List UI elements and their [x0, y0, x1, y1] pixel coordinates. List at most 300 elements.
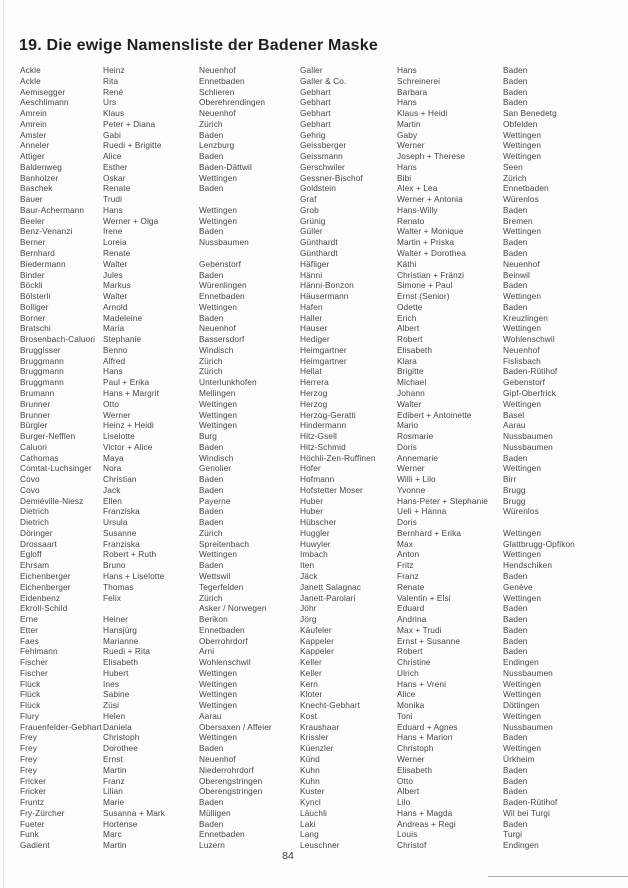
left-first-name: Hans [103, 204, 123, 215]
left-surname: Bernhard [20, 248, 55, 259]
right-surname: Jäck [300, 570, 318, 581]
right-place: Wettingen [503, 689, 542, 700]
left-surname: Döringer [20, 527, 53, 538]
left-surname: Bauer [20, 194, 43, 205]
list-row [20, 108, 622, 119]
list-row [20, 356, 622, 367]
left-place: Wettswil [199, 570, 231, 581]
left-first-name: Marianne [103, 635, 139, 646]
right-surname: Huber [300, 495, 324, 506]
left-place: Oberengstringen [199, 786, 263, 797]
right-first-name: Doris [397, 441, 417, 452]
left-place: Baden [199, 129, 224, 140]
right-first-name: Klaus + Heidi [397, 108, 448, 119]
left-first-name: Renate [103, 183, 131, 194]
left-first-name: Felix [103, 592, 122, 603]
right-first-name: Odette [397, 301, 423, 312]
right-first-name: Yvonne [397, 484, 426, 495]
list-row [20, 270, 622, 281]
left-first-name: Dorothee [103, 743, 138, 754]
right-first-name: Eduard [397, 603, 425, 614]
left-surname: Baschek [20, 183, 53, 194]
left-first-name: Arnold [103, 301, 128, 312]
right-surname: Hänni-Bonzon [300, 280, 354, 291]
list-row [20, 216, 622, 227]
right-place: Baden [503, 786, 528, 797]
left-place: Wettingen [199, 301, 238, 312]
right-surname: Hediger [300, 334, 330, 345]
left-place: Ennetbaden [199, 624, 245, 635]
left-place: Baden [199, 506, 224, 517]
left-surname: Etter [20, 624, 39, 635]
left-place: Zürich [199, 355, 223, 366]
left-surname: Ehrsam [20, 560, 50, 571]
left-first-name: Benno [103, 344, 128, 355]
left-first-name: Heinz + Heidi [103, 420, 154, 431]
list-row [20, 539, 622, 550]
left-place: Oberehrendingen [199, 97, 266, 108]
list-row [20, 625, 622, 636]
right-surname: Herzog [300, 398, 328, 409]
left-surname: Biedermann [20, 258, 66, 269]
left-first-name: Walter [103, 258, 128, 269]
left-surname: Aemisegger [20, 86, 66, 97]
right-first-name: Renate [397, 581, 425, 592]
right-place: Baden [503, 97, 528, 108]
right-surname: Grünig [300, 215, 326, 226]
left-first-name: Rita [103, 75, 119, 86]
left-first-name: Hubert [103, 667, 129, 678]
left-place: Ennetbaden [199, 829, 245, 840]
right-surname: Hänni [300, 269, 323, 280]
right-first-name: Erich [397, 312, 417, 323]
left-place: Zürich [199, 118, 223, 129]
right-place: Neuenhof [503, 344, 540, 355]
right-first-name: Simone + Paul [397, 280, 453, 291]
right-surname: Gebhart [300, 86, 331, 97]
right-first-name: Max + Trudi [397, 624, 442, 635]
right-place: Beinwil [503, 269, 530, 280]
left-first-name: Heinz [103, 65, 125, 75]
right-place: Gebenstorf [503, 377, 546, 388]
left-surname: Brosenbach-Caluori [20, 334, 96, 345]
right-place: Wettingen [503, 592, 542, 603]
left-surname: Berner [20, 237, 46, 248]
left-place: Wettingen [199, 215, 238, 226]
list-row [20, 87, 622, 98]
right-first-name: Christof [397, 840, 427, 851]
left-first-name: Werner + Olga [103, 215, 159, 226]
left-surname: Böckli [20, 280, 43, 291]
right-surname: Häfliger [300, 258, 330, 269]
right-first-name: Willi + Lilo [397, 474, 436, 485]
right-first-name: Hans [397, 161, 417, 172]
left-first-name: Irene [103, 226, 123, 237]
left-place: Nussbaumen [199, 237, 249, 248]
left-place: Baden [199, 312, 224, 323]
left-surname: Binder [20, 269, 45, 280]
list-row [20, 517, 622, 528]
left-first-name: Lilian [103, 786, 123, 797]
left-place: Baden [199, 474, 224, 485]
left-surname: Fruntz [20, 797, 45, 808]
left-place: Zürich [199, 366, 223, 377]
left-first-name: Alice [103, 151, 122, 162]
right-place: Baden [503, 86, 528, 97]
left-first-name: Heiner [103, 614, 129, 625]
right-surname: Jöhr [300, 603, 317, 614]
left-place: Bassersdorf [199, 334, 245, 345]
right-first-name: Martin [397, 118, 421, 129]
left-first-name: Thomas [103, 581, 134, 592]
left-surname: Dietrich [20, 506, 49, 517]
right-first-name: Werner + Antonia [397, 194, 463, 205]
left-first-name: Maya [103, 452, 124, 463]
right-surname: Kern [300, 678, 318, 689]
left-surname: Fischer [20, 667, 48, 678]
right-place: Baden [503, 646, 528, 657]
list-row [20, 528, 622, 539]
list-row [20, 183, 622, 194]
right-first-name: Werner [397, 754, 425, 764]
right-place: Baden [503, 301, 528, 312]
left-first-name [103, 603, 199, 614]
list-row [20, 614, 622, 625]
list-row [20, 668, 622, 679]
right-place: Bremen [503, 215, 533, 226]
right-first-name: Eduard + Agnes [397, 721, 458, 732]
left-surname: Demiéville-Niesz [20, 495, 84, 506]
list-row [20, 603, 622, 614]
list-row [20, 786, 622, 797]
left-first-name: Ruedi + Brigitte [103, 140, 162, 151]
left-place: Windisch [199, 452, 234, 463]
right-first-name: Hans + Marion [397, 732, 453, 743]
right-surname: Güller [300, 226, 323, 237]
left-surname: Amsler [20, 129, 47, 140]
right-first-name: Franz [397, 570, 419, 581]
left-place: Wettingen [199, 398, 238, 409]
right-place: Baden [503, 603, 528, 614]
right-first-name: Brigitte [397, 366, 424, 377]
left-place: Tegerfelden [199, 581, 244, 592]
right-place: Wettingen [503, 140, 542, 151]
left-surname: Comtat-Luchsinger [20, 463, 92, 474]
list-row [20, 722, 622, 733]
right-surname: Gessner-Bischof [300, 172, 363, 183]
left-first-name: Ursula [103, 517, 128, 528]
right-surname: Heimgartner [300, 344, 347, 355]
right-place: Wettingen [503, 710, 542, 721]
list-row [20, 754, 622, 765]
left-place: Payerne [199, 495, 231, 506]
left-surname: Bruggmann [20, 377, 64, 388]
right-first-name: Johann [397, 387, 425, 398]
left-surname: Erne [20, 614, 38, 625]
scan-artifact-line [488, 876, 628, 877]
left-first-name: Franziska [103, 538, 140, 549]
right-surname: Janett Salagnac [300, 581, 362, 592]
left-first-name: Martin [103, 840, 127, 851]
right-first-name: Hans [397, 97, 417, 108]
left-surname: Ekroll-Schild [20, 603, 68, 614]
list-row [20, 732, 622, 743]
left-first-name: Susanne [103, 527, 137, 538]
right-first-name: Michael [397, 377, 427, 388]
right-place: Baden [503, 570, 528, 581]
left-first-name: Ines [103, 678, 120, 689]
left-place: Wettingen [199, 678, 238, 689]
right-first-name: Werner [397, 463, 425, 474]
right-surname: Herrera [300, 377, 329, 388]
left-surname: Fricker [20, 775, 47, 786]
left-place: Asker / Norwegen [199, 603, 267, 614]
left-first-name: Ruedi + Rita [103, 646, 151, 657]
right-place: Baden [503, 732, 528, 743]
right-surname: Keller [300, 657, 322, 668]
left-place: Ennetbaden [199, 291, 245, 302]
left-place: Schlieren [199, 86, 235, 97]
left-first-name: Werner [103, 409, 131, 420]
list-row [20, 496, 622, 507]
list-row [20, 453, 622, 464]
list-row [20, 248, 622, 259]
left-place: Oberengstringen [199, 775, 263, 786]
right-place: Baden [503, 248, 528, 259]
right-surname: Hitz-Schmid [300, 441, 346, 452]
left-surname: Baldenweg [20, 161, 62, 172]
left-first-name: René [103, 86, 124, 97]
right-surname: Gebhart [300, 97, 331, 108]
right-surname: Graf [300, 194, 317, 205]
left-surname: Flück [20, 700, 41, 711]
left-first-name: Hans + Liselotte [103, 570, 165, 581]
left-first-name: Peter + Diana [103, 118, 156, 129]
right-first-name: Andrina [397, 614, 427, 625]
right-first-name: Ernst + Susanne [397, 635, 461, 646]
right-first-name: Doris [397, 517, 417, 528]
list-row [20, 388, 622, 399]
left-first-name: Bruno [103, 560, 126, 571]
right-place: Wettingen [503, 398, 542, 409]
left-first-name: Gabi [103, 129, 121, 140]
left-first-name: Robert + Ruth [103, 549, 157, 560]
right-first-name: Toni [397, 710, 413, 721]
scan-artifact-edge [3, 0, 4, 888]
left-place: Unterlunkhofen [199, 377, 257, 388]
left-first-name: Hans [103, 366, 123, 377]
list-row [20, 226, 622, 237]
left-place: Neuenhof [199, 754, 236, 764]
right-first-name: Walter [397, 398, 422, 409]
left-surname: Fry-Zürcher [20, 807, 65, 818]
right-first-name: Ueli + Hanna [397, 506, 447, 517]
right-surname: Kappeler [300, 635, 335, 646]
right-surname: Kuhn [300, 775, 320, 786]
right-place: Wettingen [503, 291, 542, 302]
right-first-name: Valentin + Elsi [397, 592, 451, 603]
list-row [20, 485, 622, 496]
list-row [20, 636, 622, 647]
right-first-name: Werner [397, 140, 425, 151]
list-row [20, 463, 622, 474]
right-first-name: Elisabeth [397, 764, 433, 775]
left-surname: Frey [20, 754, 37, 764]
right-place: Baden [503, 635, 528, 646]
right-place: Brugg [503, 484, 526, 495]
right-place: Nussbaumen [503, 667, 553, 678]
right-first-name: Walter + Monique [397, 226, 464, 237]
right-place: Glattbrugg-Opfikon [503, 538, 575, 549]
right-place: Baden [503, 818, 528, 829]
list-row [20, 97, 622, 108]
left-first-name: Otto [103, 398, 120, 409]
right-surname: Hofmann [300, 474, 335, 485]
right-place: Baden [503, 280, 528, 291]
list-row [20, 313, 622, 324]
left-first-name: Züsi [103, 700, 120, 711]
list-row [20, 65, 622, 76]
right-first-name: Renato [397, 215, 425, 226]
left-first-name: Jack [103, 484, 121, 495]
left-place: Wettingen [199, 667, 238, 678]
left-first-name: Marc [103, 829, 122, 840]
left-place: Neuenhof [199, 323, 236, 334]
right-surname: Küenzler [300, 743, 334, 754]
right-surname: Kyncl [300, 797, 321, 808]
right-surname: Leuschner [300, 840, 340, 851]
left-first-name: Madeleine [103, 312, 143, 323]
left-place: Baden [199, 226, 224, 237]
right-place: Döttingen [503, 700, 540, 711]
list-row [20, 689, 622, 700]
list-row [20, 571, 622, 582]
left-first-name: Hansjürg [103, 624, 138, 635]
right-place: San Benedetg [503, 108, 557, 119]
right-surname: Huber [300, 506, 324, 517]
left-place: Zürich [199, 592, 223, 603]
left-surname: Bölsterli [20, 291, 51, 302]
left-first-name: Christian [103, 474, 137, 485]
left-place: Baden [199, 151, 224, 162]
right-first-name: Albert [397, 786, 420, 797]
list-row [20, 399, 622, 410]
left-surname: Covo [20, 484, 40, 495]
right-first-name: Hans-Willy [397, 204, 438, 215]
left-place: Obersaxen / Affeier [199, 721, 272, 732]
right-place: Würenlos [503, 506, 539, 517]
right-surname: Huggler [300, 527, 330, 538]
page-number: 84 [282, 850, 294, 862]
list-row [20, 679, 622, 690]
right-place: Birr [503, 474, 517, 485]
right-surname: Galler [300, 65, 323, 75]
left-surname: Frey [20, 764, 37, 775]
left-place: Wettingen [199, 732, 238, 743]
left-first-name: Urs [103, 97, 117, 108]
right-surname: Geissberger [300, 140, 347, 151]
left-place: Aarau [199, 710, 222, 721]
left-surname: Eidenbenz [20, 592, 61, 603]
right-first-name: Max [397, 538, 413, 549]
right-place: Ürkheim [503, 754, 535, 764]
left-first-name: Christoph [103, 732, 140, 743]
right-place: Seen [503, 161, 523, 172]
left-first-name: Hans + Margrit [103, 387, 160, 398]
right-place: Würenlos [503, 194, 539, 205]
left-surname: Aeschlimann [20, 97, 69, 108]
right-place: Baden [503, 775, 528, 786]
right-surname: Galler & Co. [300, 75, 347, 86]
left-place: Niederrohrdorf [199, 764, 254, 775]
right-first-name: Alex + Lea [397, 183, 438, 194]
right-surname: Läuchli [300, 807, 327, 818]
right-place: Baden [503, 65, 528, 75]
right-place: Baden [503, 452, 528, 463]
right-surname: Hofstetter Moser [300, 484, 363, 495]
list-row [20, 765, 622, 776]
left-place: Lenzburg [199, 140, 235, 151]
right-first-name: Albert [397, 323, 420, 334]
left-surname: Eichenberger [20, 581, 71, 592]
right-surname: Herzog [300, 387, 328, 398]
left-surname: Gadient [20, 840, 50, 851]
left-surname: Brunner [20, 409, 51, 420]
right-place: Nussbaumen [503, 431, 553, 442]
list-row [20, 119, 622, 130]
left-surname: Fricker [20, 786, 47, 797]
right-surname: Geissmann [300, 151, 343, 162]
left-surname: Frauenfelder-Gebhart [20, 721, 102, 732]
left-surname: Eichenberger [20, 570, 71, 581]
left-place [199, 248, 300, 259]
left-surname: Amrein [20, 108, 47, 119]
list-row [20, 259, 622, 270]
left-surname: Frey [20, 743, 37, 754]
left-first-name: Jules [103, 269, 123, 280]
left-place: Wettingen [199, 409, 238, 420]
left-first-name: Stephanie [103, 334, 142, 345]
left-place: Gebenstorf [199, 258, 242, 269]
right-first-name: Barbara [397, 86, 428, 97]
list-row [20, 829, 622, 840]
list-row [20, 700, 622, 711]
list-row [20, 323, 622, 334]
left-first-name: Maria [103, 323, 125, 334]
right-surname: Gebhart [300, 118, 331, 129]
right-first-name: Hans + Magda [397, 807, 453, 818]
left-surname: Bruggisser [20, 344, 61, 355]
right-surname: Grob [300, 204, 319, 215]
left-surname: Bratschi [20, 323, 51, 334]
right-first-name: Robert [397, 334, 423, 345]
list-row [20, 474, 622, 485]
left-surname: Brunner [20, 398, 51, 409]
left-first-name: Helen [103, 710, 126, 721]
right-first-name: Ernst (Senior) [397, 291, 450, 302]
left-surname: Amrein [20, 118, 47, 129]
right-first-name: Fritz [397, 560, 414, 571]
right-surname: Lang [300, 829, 319, 840]
left-surname: Baur-Achermann [20, 204, 85, 215]
left-surname: Flück [20, 678, 41, 689]
right-surname: Keller [300, 667, 322, 678]
right-surname: Hitz-Gsell [300, 431, 337, 442]
left-surname: Fischer [20, 657, 48, 668]
left-place: Baden-Dättwil [199, 161, 252, 172]
right-first-name: Bernhard + Erika [397, 527, 462, 538]
right-place: Ennetbaden [503, 183, 549, 194]
